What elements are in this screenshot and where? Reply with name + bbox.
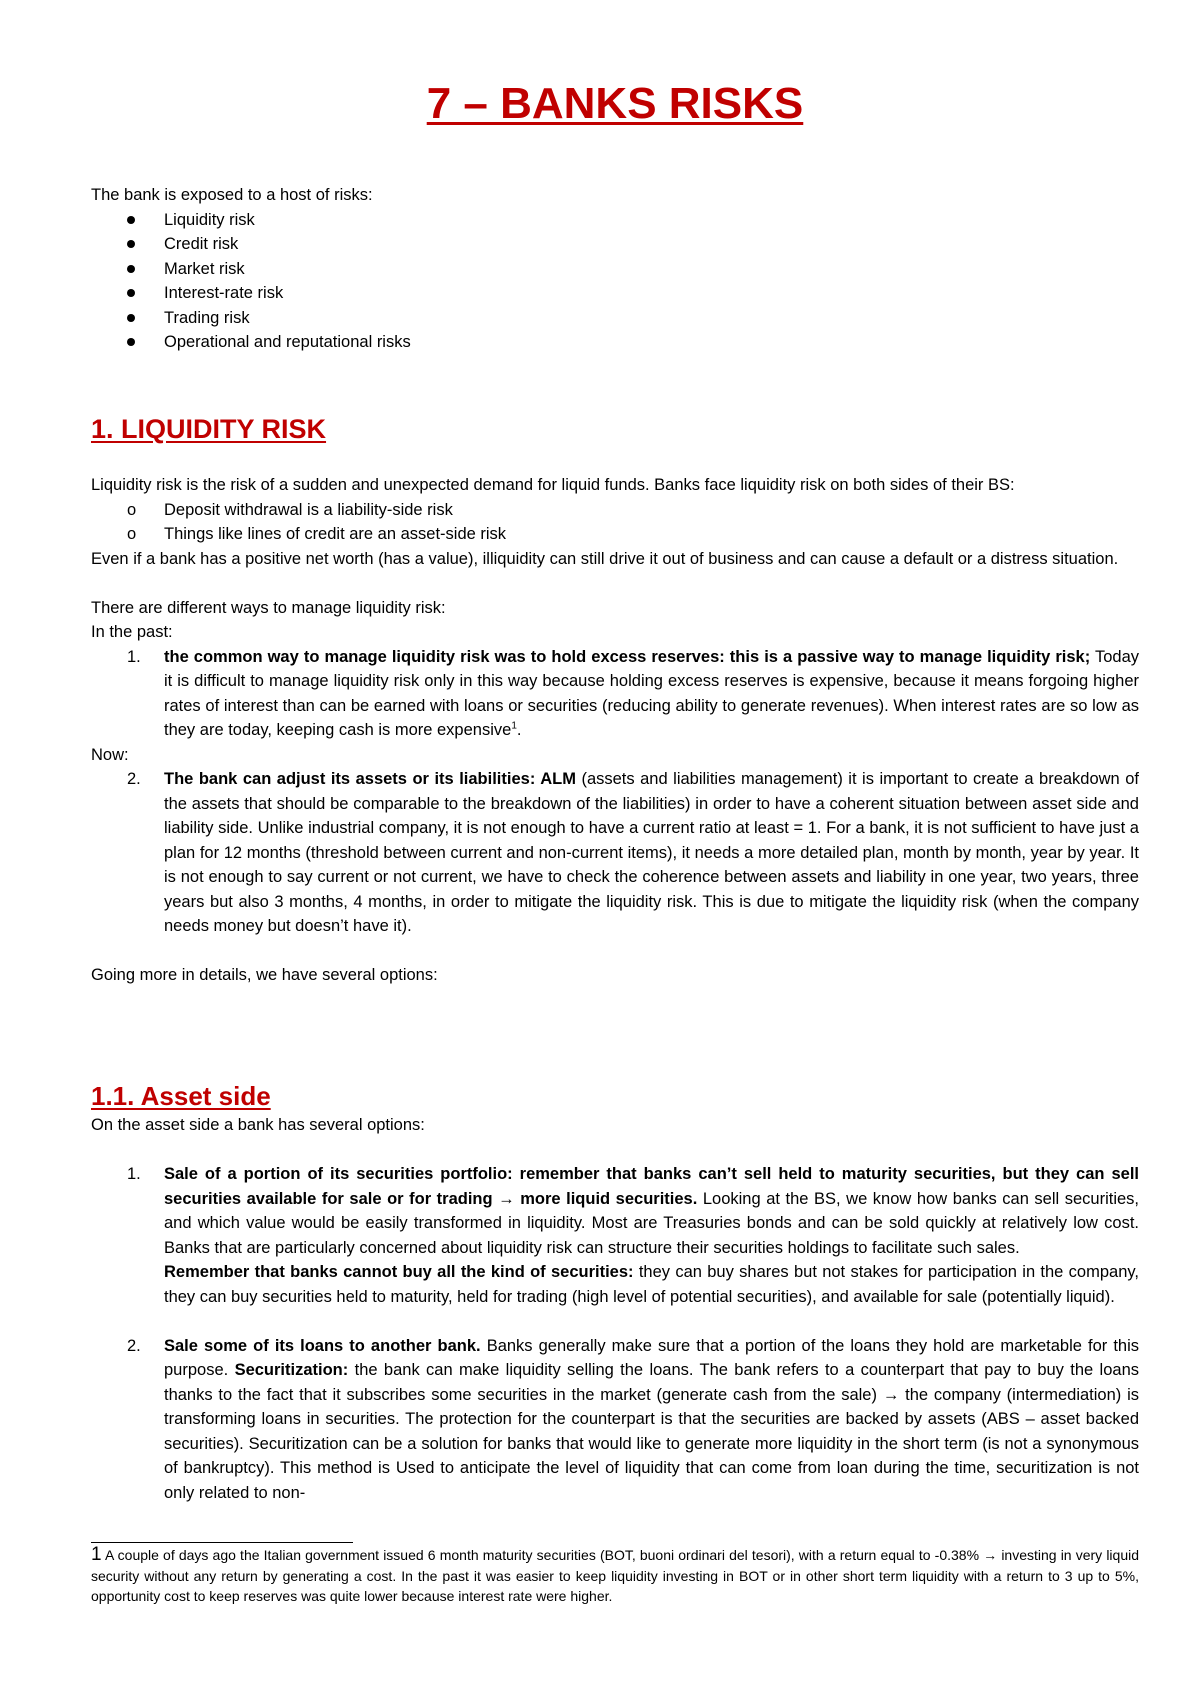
footnote-ref: 1 — [511, 720, 517, 732]
risk-sides-list — [91, 498, 1139, 547]
page-title: 7 – BANKS RISKS — [426, 79, 804, 128]
ways-lead: There are different ways to manage liquidity risk: — [91, 598, 446, 617]
bullet-icon — [127, 289, 135, 297]
footnote: 1 A couple of days ago the Italian government issued 6 month maturity securities (BOT, buoni ordinari del tesori), with a return equal to -0.38% → investing in very liquid security without any return by generating a cost. In the past it was easier to keep liquidity investing in BOT or in other short term liquidity with a return to 3 up to 5%, opportunity cost to keep reserves was quite lower because interest rate were higher. — [91, 1544, 1140, 1604]
bullet-icon — [127, 240, 135, 248]
risk-list — [91, 208, 1139, 355]
list-item: o Deposit withdrawal is a liability-side risk — [91, 498, 1139, 523]
asset-options-list — [91, 1162, 1139, 1505]
asset-side-lead: On the asset side a bank has several options: — [91, 1116, 425, 1134]
bullet-icon — [127, 314, 135, 322]
section-heading-asset-side: 1.1. Asset side — [91, 1081, 271, 1111]
intro-lead: The bank is exposed to a host of risks: — [91, 186, 373, 204]
list-item: 2. The bank can adjust its assets or its liabilities: ALM (assets and liabilities management) it is important to create a breakdown of the assets that should be comparable to the breakdown of the liabilities) in order to have a coherent situation between asset side and liability side. Unlike industrial company, it is not enough to have a current ratio at least = 1. For a bank, it is not sufficient to have just a plan for 12 months (threshold between current and non-current items), it needs a more detailed plan, month by month, year by year. It is not enough to say current or not current, we have to check the coherence between assets and liability in one year, two years, three years but also 3 months, 4 months, in order to mitigate the liquidity risk. This is due to mitigate the liquidity risk (when the company needs money but doesn’t have it). — [127, 770, 1139, 935]
now-label: Now: — [91, 745, 129, 764]
list-item: Interest-rate risk — [91, 281, 1139, 306]
options-lead: Going more in details, we have several options: — [91, 966, 438, 984]
bullet-icon — [127, 265, 135, 273]
bullet-icon — [127, 216, 135, 224]
arrow-right-icon: → — [498, 1189, 515, 1208]
footnote-divider — [91, 1542, 353, 1543]
list-item: Liquidity risk — [91, 208, 1139, 233]
bullet-icon — [127, 338, 135, 346]
list-item: 1. Sale of a portion of its securities portfolio: remember that banks can’t sell held to maturity securities, but they can sell securities available for sale or for trading → more liquid securities. Looking at the BS, we know how banks can sell securities, and which value would be easily transformed in liquidity. Most are Treasuries bonds and can be sold quickly at relatively low cost. Banks that are particularly concerned about liquidity risk can structure their securities holdings to facilitate such sales. Remember that banks cannot buy all the kind of securities: they can buy shares but not stakes for participation in the company, they can buy securities held to maturity, held for trading (high level of potential securities), and available for sale (potentially liquid). — [127, 1165, 1140, 1306]
liquidity-risk-section — [91, 473, 1139, 988]
list-item: Credit risk — [91, 232, 1139, 257]
liquidity-definition: Liquidity risk is the risk of a sudden and unexpected demand for liquid funds. Banks face liquidity risk on both sides of their BS: — [91, 476, 1015, 494]
asset-side-section — [91, 1113, 1139, 1505]
past-label: In the past: — [91, 623, 173, 641]
circle-bullet-icon: o — [127, 500, 137, 519]
intro-section — [91, 183, 1139, 355]
arrow-right-icon: → — [983, 1547, 998, 1563]
management-list-past — [91, 645, 1139, 743]
list-item: Operational and reputational risks — [91, 330, 1139, 355]
list-item: Trading risk — [91, 306, 1139, 331]
circle-bullet-icon: o — [127, 525, 137, 543]
list-item: 1. the common way to manage liquidity risk was to hold excess reserves: this is a passive way to manage liquidity risk; Today it is difficult to manage liquidity risk only in this way because holding excess reserves is expensive, because it means forgoing higher rates of interest than can be earned with loans or securities (reducing ability to generate revenues). When interest rates are so low as they are today, keeping cash is more expensive$^1$. — [127, 647, 1139, 739]
section-heading-liquidity-risk: 1. LIQUIDITY RISK — [91, 414, 327, 444]
footnote-number: 1 — [91, 1544, 102, 1565]
illiquidity-paragraph: Even if a bank has a positive net worth (has a value), illiquidity can still drive it out of business and can cause a default or a distress situation. — [91, 549, 1119, 568]
arrow-right-icon: → — [882, 1385, 900, 1404]
list-item: 2. Sale some of its loans to another bank. Banks generally make sure that a portion of the loans they hold are marketable for this purpose. Securitization: the bank can make liquidity selling the loans. The bank refers to a counterpart that pay to buy the loans thanks to the fact that it subscribes some securities in the market (generate cash from the sale) → the company (intermediation) is transforming loans in securities. The protection for the counterpart is that the securities are backed by assets (ABS – asset backed securities). Securitization can be a solution for banks that would like to generate more liquidity in the short term (is not a synonymous of bankruptcy). This method is Used to anticipate the level of liquidity that can come from loan during the time, securitization is not only related to non- — [127, 1336, 1140, 1502]
management-list-now — [91, 767, 1139, 939]
list-item: Market risk — [91, 257, 1139, 282]
list-item: o Things like lines of credit are an asset-side risk — [91, 522, 1139, 547]
